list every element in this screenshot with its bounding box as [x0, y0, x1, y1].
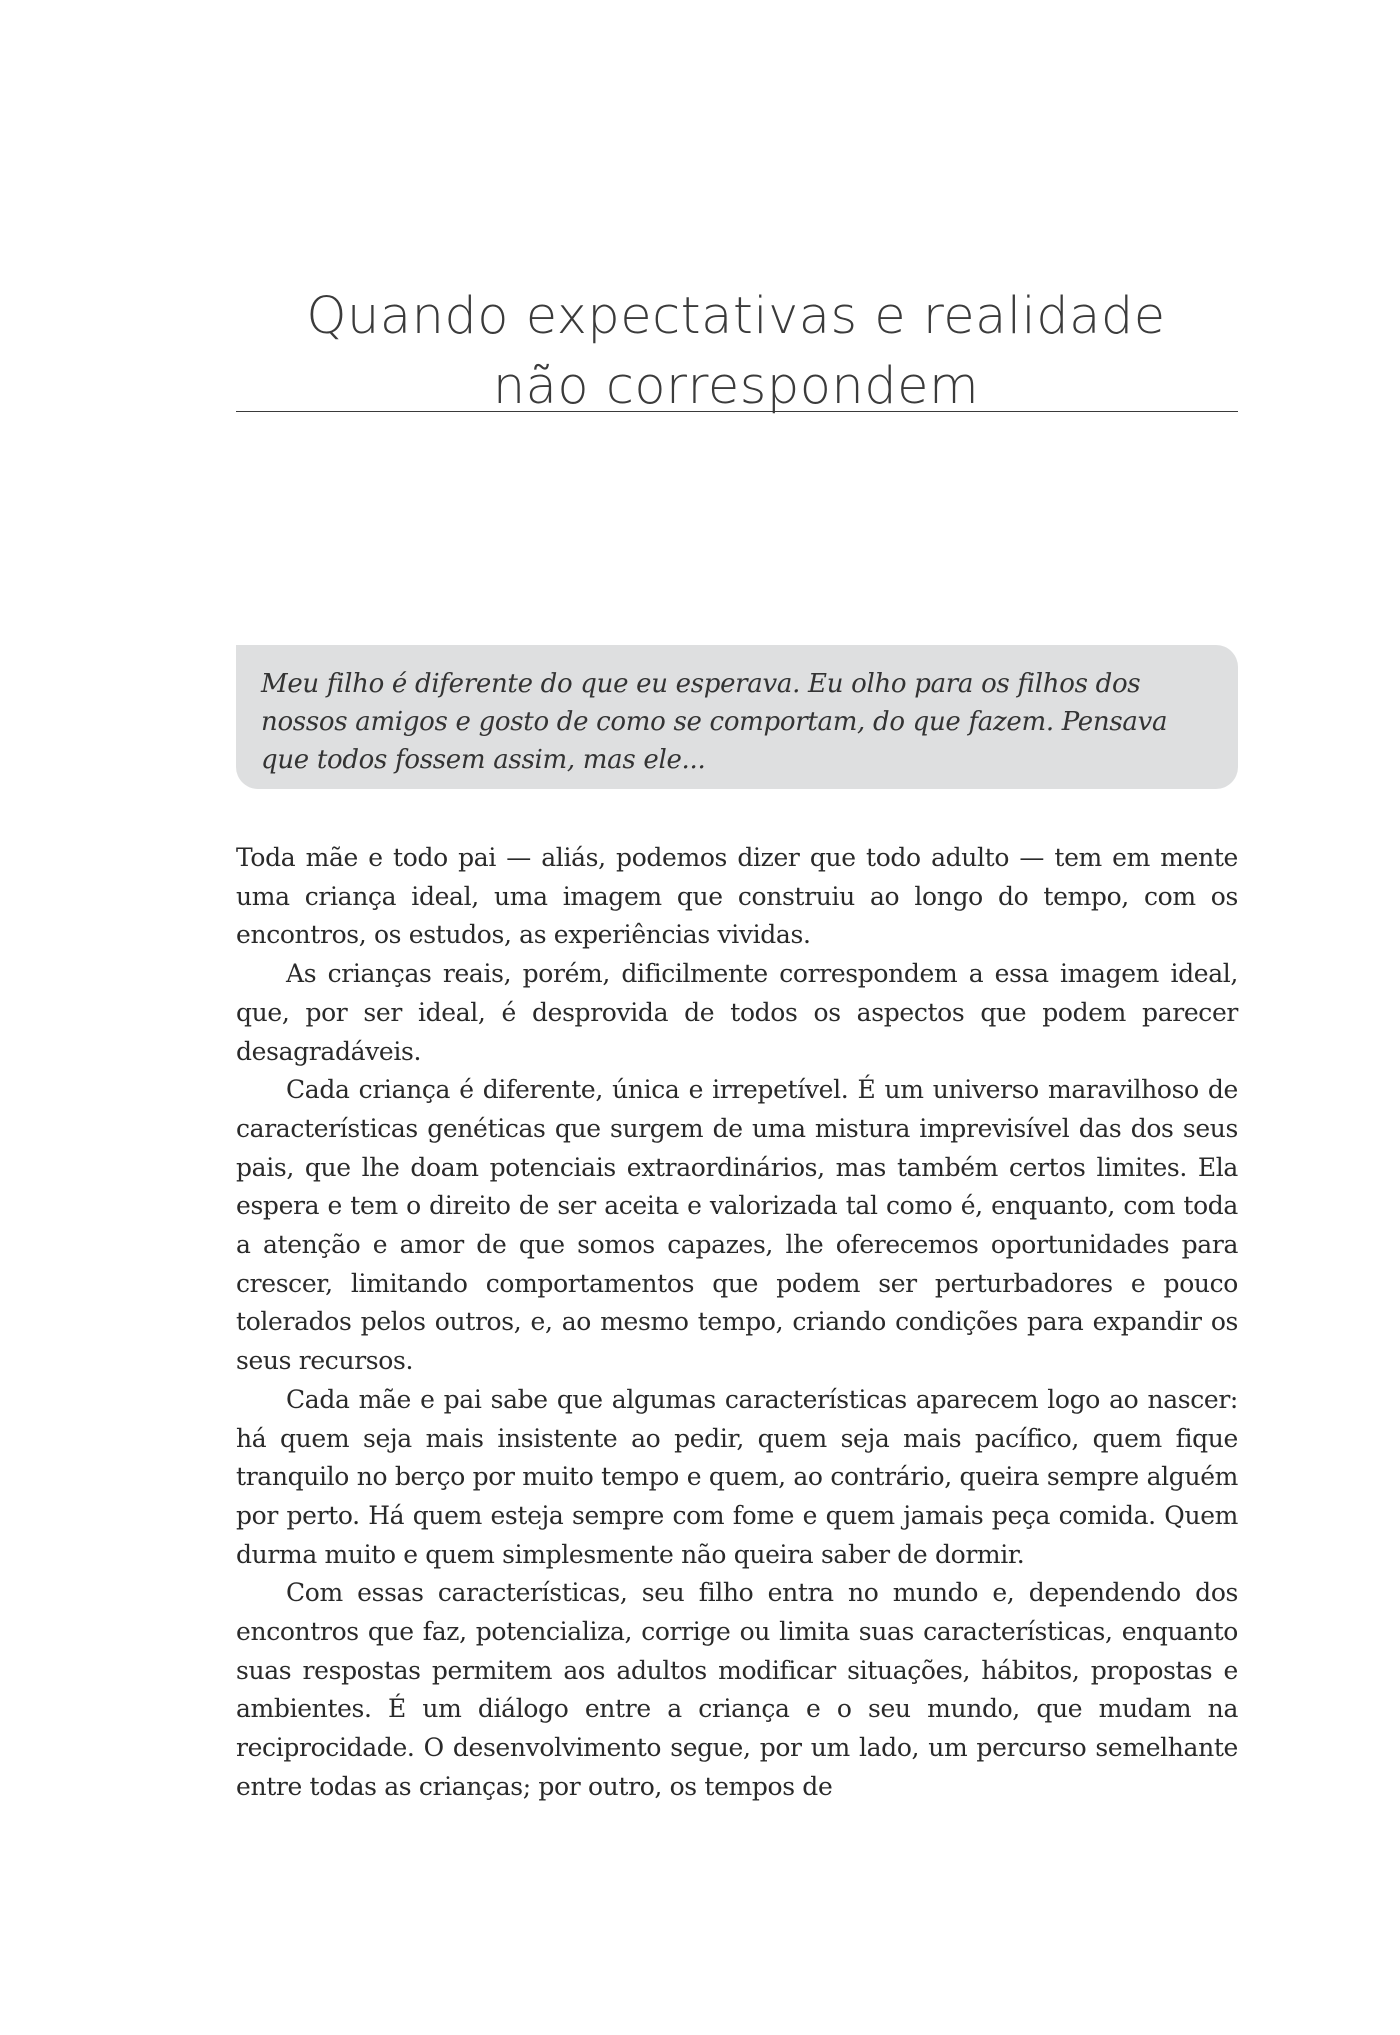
- paragraph-1: Toda mãe e todo pai — aliás, podemos dizer que todo adulto — tem em mente uma criança ideal, uma imagem que construiu ao longo do tempo, com os encontros, os estudos, as experiências vividas.: [236, 843, 1238, 950]
- epigraph-box: [236, 645, 1238, 789]
- epigraph-text: Meu filho é diferente do que eu esperava. Eu olho para os filhos dos nossos amigos e gosto de como se comportam, do que fazem. Pensava que todos fossem assim, mas ele...: [261, 669, 1168, 775]
- paragraph-3: Cada criança é diferente, única e irrepetível. É um universo maravilhoso de características genéticas que surgem de uma mistura imprevisível das dos seus pais, que lhe doam potenciais extraordinários, mas também certos limites. Ela espera e tem o direito de ser aceita e valorizada tal como é, enquanto, com toda a atenção e amor de que somos capazes, lhe oferecemos oportunidades para crescer, limitando comportamentos que podem ser perturbadores e pouco tolerados pelos outros, e, ao mesmo tempo, criando condições para expandir os seus recursos.: [236, 1075, 1238, 1376]
- body-text: [236, 839, 1238, 1807]
- paragraph-2: As crianças reais, porém, dificilmente correspondem a essa imagem ideal, que, por ser ideal, é desprovida de todos os aspectos que podem parecer desagradáveis.: [236, 959, 1238, 1066]
- paragraph-4: Cada mãe e pai sabe que algumas características aparecem logo ao nascer: há quem seja mais insistente ao pedir, quem seja mais pacífico, quem fique tranquilo no berço por muito tempo e quem, ao contrário, queira sempre alguém por perto. Há quem esteja sempre com fome e quem jamais peça comida. Quem durma muito e quem simplesmente não queira saber de dormir.: [236, 1384, 1238, 1569]
- paragraph-5: Com essas características, seu filho entra no mundo e, dependendo dos encontros que faz, potencializa, corrige ou limita suas características, enquanto suas respostas permitem aos adultos modificar situações, hábitos, propostas e ambientes. É um diálogo entre a criança e o seu mundo, que mudam na reciprocidade. O desenvolvimento segue, por um lado, um percurso semelhante entre todas as crianças; por outro, os tempos de: [236, 1578, 1238, 1801]
- chapter-title: [236, 282, 1236, 422]
- chapter-title-line-1: Quando expectativas e realidade: [306, 287, 1166, 347]
- title-divider: [236, 411, 1238, 412]
- chapter-title-line-2: não correspondem: [492, 357, 980, 417]
